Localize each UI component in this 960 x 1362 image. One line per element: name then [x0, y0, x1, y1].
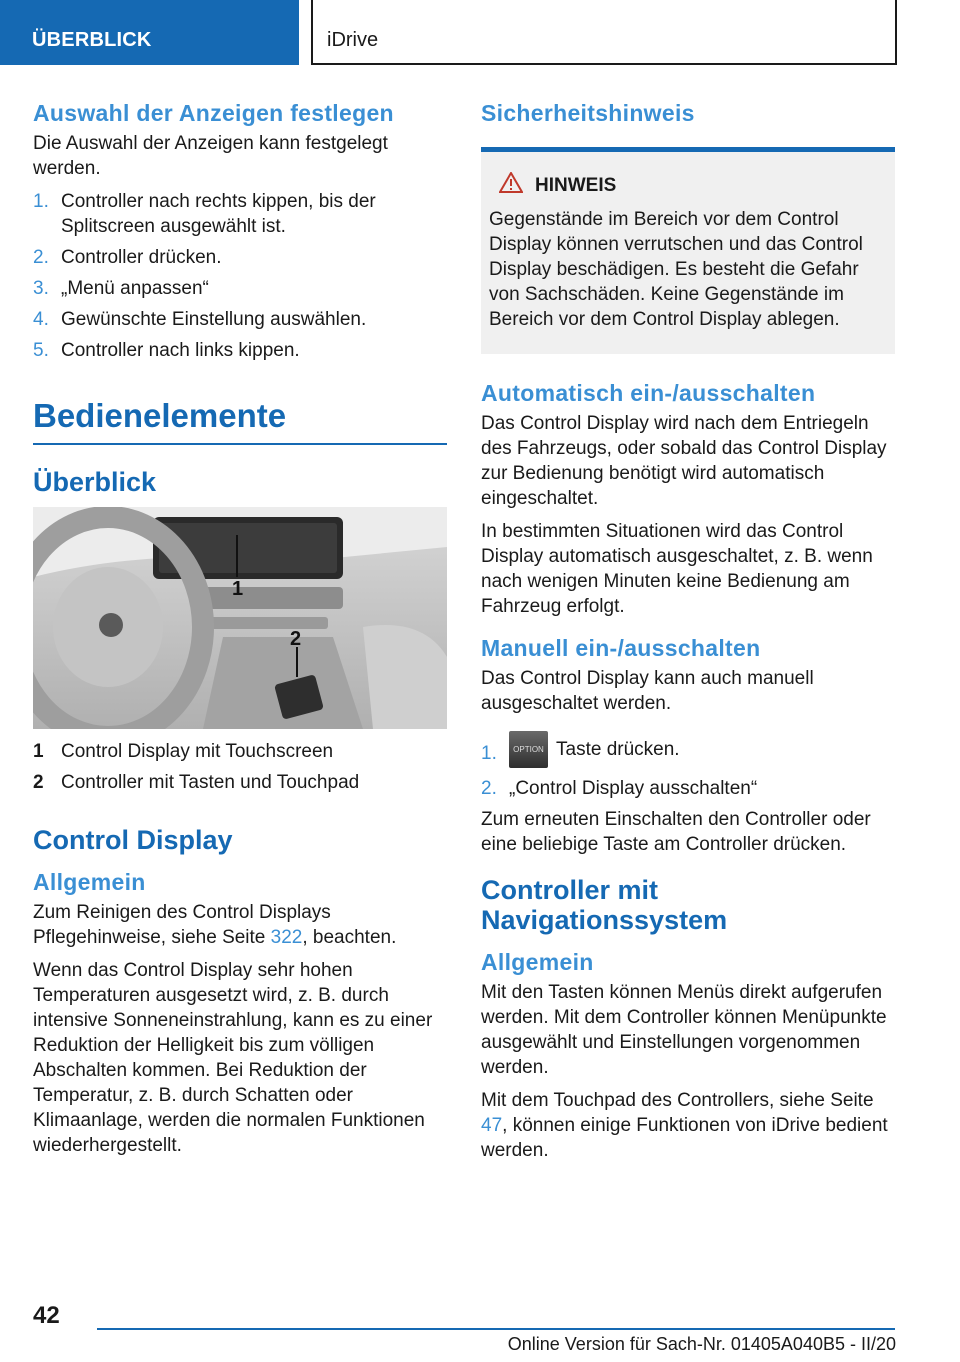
legend-item: 1 Control Display mit Touchscreen: [33, 741, 334, 762]
sicherheit-heading: Sicherheitshinweis: [481, 100, 695, 126]
warning-icon: [499, 172, 523, 199]
topic-label: iDrive: [327, 29, 379, 51]
auswahl-steps: [33, 189, 447, 363]
left-column: [33, 100, 447, 1166]
notice-box: [481, 147, 895, 354]
allgemein-paragraph-2: Wenn das Control Display sehr hohen Temperaturen ausgesetzt wird, z. B. durch intensive Sonneneinstrahlung, kann es zu einer Reduktion der Helligkeit bis zum völligen Abschalten kommen. Bei Reduktion der Temperatur, z. B. durch Schatten oder Klimaanlage, werden die normalen Funktionen wiederhergestellt.: [33, 960, 433, 1156]
control-display-heading: Control Display: [33, 825, 233, 855]
manual-paragraph-2: Zum erneuten Einschalten den Controller oder eine beliebige Taste am Controller drücken.: [481, 809, 871, 855]
list-item: 1. Controller nach rechts kippen, bis der Splitscreen ausgewählt ist.: [33, 191, 376, 237]
section-label: ÜBERBLICK: [32, 29, 152, 51]
list-item: 2. „Control Display ausschalten“: [481, 778, 758, 799]
footer-text: Online Version für Sach-Nr. 01405A040B5 - II/20: [507, 1334, 896, 1354]
image-legend: [33, 739, 447, 795]
page-link-322[interactable]: 322: [270, 927, 303, 948]
ueberblick-heading: Überblick: [33, 467, 157, 497]
notice-text: Gegenstände im Bereich vor dem Control Display können verrutschen und das Control Display beschädigen. Es besteht die Gefahr von Sachschäden. Keine Gegenstände im Bereich vor dem Control Display ablegen.: [489, 209, 863, 330]
section-tab: [0, 0, 299, 65]
auto-paragraph-2: In bestimmten Situationen wird das Control Display automatisch ausgeschaltet, z. B. wenn nach wenigen Minuten keine Bedienung am Fahrzeug erfolgt.: [481, 521, 873, 617]
topic-tab: [311, 0, 897, 65]
manual-paragraph-1: Das Control Display kann auch manuell ausgeschaltet werden.: [481, 668, 814, 714]
list-item: 3. „Menü anpassen“: [33, 278, 209, 299]
bedienelemente-heading: Bedienelemente: [33, 397, 447, 445]
manual-heading: Manuell ein-/ausschalten: [481, 635, 761, 661]
list-item: 2. Controller drücken.: [33, 247, 222, 268]
callout-1: 1: [232, 578, 244, 600]
nav-paragraph-2: Mit dem Touchpad des Controllers, siehe Seite 47, können einige Funktionen von iDrive bedient werden.: [481, 1090, 888, 1161]
right-column: [481, 100, 895, 1171]
auto-heading: Automatisch ein-/ausschalten: [481, 380, 816, 406]
manual-steps: [481, 730, 895, 801]
allgemein-paragraph-1: Zum Reinigen des Control Displays Pflegehinweise, siehe Seite 322, beachten.: [33, 902, 397, 948]
cockpit-illustration: [33, 507, 447, 729]
auswahl-intro: Die Auswahl der Anzeigen kann festgelegt werden.: [33, 133, 388, 179]
notice-title: HINWEIS: [489, 172, 887, 199]
nav-allgemein-heading: Allgemein: [481, 949, 594, 975]
list-item: 4. Gewünschte Einstellung auswählen.: [33, 309, 367, 330]
option-button-icon: OPTION: [509, 731, 548, 768]
page-number: 42: [33, 1302, 60, 1329]
auto-paragraph-1: Das Control Display wird nach dem Entriegeln des Fahrzeugs, oder sobald das Control Display zur Bedienung benötigt wird automatisch eingeschaltet.: [481, 413, 887, 509]
legend-item: 2 Controller mit Tasten und Touchpad: [33, 772, 360, 793]
allgemein-heading: Allgemein: [33, 869, 146, 895]
navigation-heading: Controller mit Navigationssystem: [481, 875, 728, 935]
callout-2: 2: [290, 628, 302, 650]
list-item: 1. OPTION Taste drücken.: [481, 730, 895, 770]
nav-paragraph-1: Mit den Tasten können Menüs direkt aufgerufen werden. Mit dem Controller können Menüpunkte ausgewählt und Einstellungen vorgenommen werden.: [481, 982, 887, 1078]
auswahl-heading: Auswahl der Anzeigen festlegen: [33, 100, 394, 126]
footer-divider: [97, 1328, 895, 1330]
page-link-47[interactable]: 47: [481, 1115, 503, 1136]
list-item: 5. Controller nach links kippen.: [33, 340, 300, 361]
